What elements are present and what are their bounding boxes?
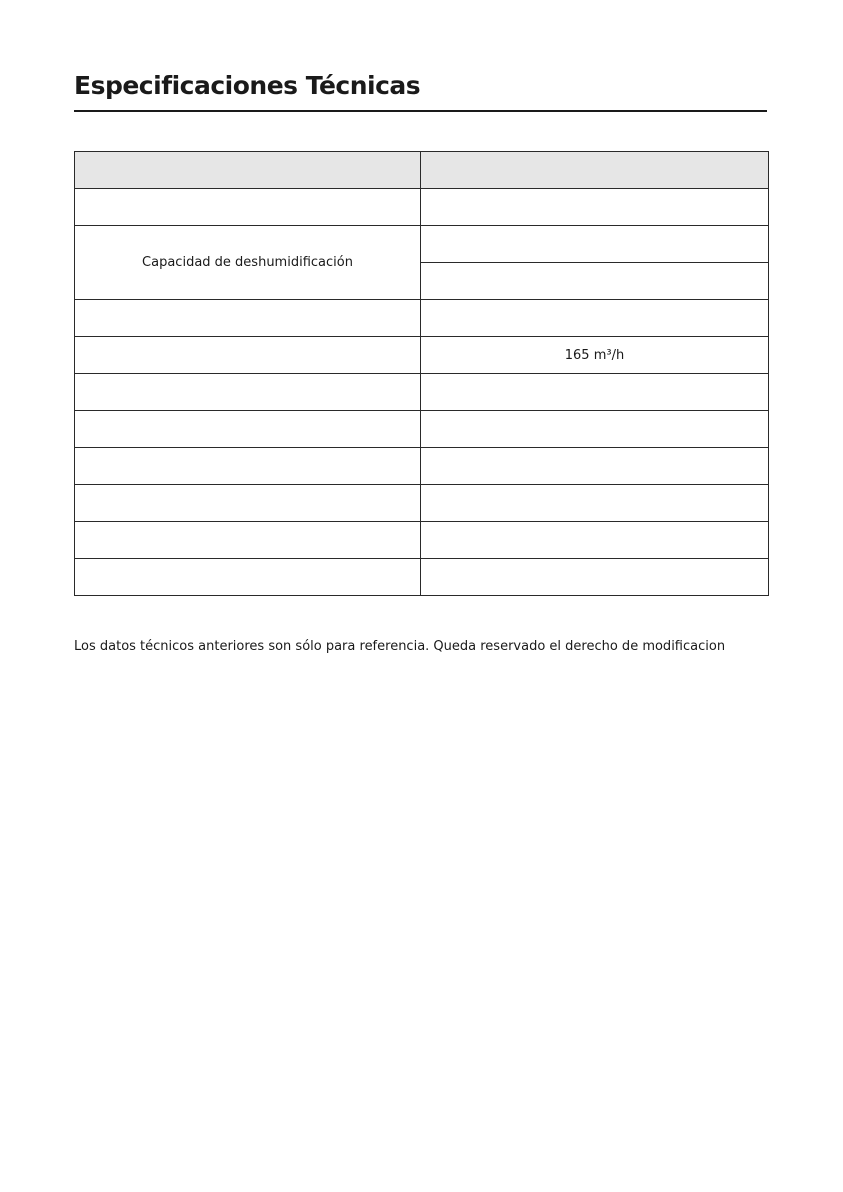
param-cell (75, 559, 421, 596)
header-cell-parameter (75, 152, 421, 189)
param-cell (75, 300, 421, 337)
table-row (75, 226, 769, 263)
footnote-text: Los datos técnicos anteriores son sólo para referencia. Queda reservado el derecho de modificacion (74, 639, 726, 654)
page-title: Especificaciones Técnicas (74, 71, 421, 100)
value-cell (421, 559, 769, 596)
param-cell (75, 337, 421, 374)
param-cell-dehumidification: Capacidad de deshumidificación (75, 226, 421, 300)
table-row (75, 189, 769, 226)
table-row (75, 485, 769, 522)
value-cell (421, 189, 769, 226)
table-row (75, 300, 769, 337)
table-row (75, 411, 769, 448)
param-cell (75, 374, 421, 411)
value-cell (421, 485, 769, 522)
param-cell (75, 189, 421, 226)
table-row (75, 337, 769, 374)
param-cell (75, 522, 421, 559)
value-cell (421, 300, 769, 337)
spec-table (74, 151, 769, 596)
value-cell (421, 411, 769, 448)
value-cell (421, 263, 769, 300)
value-cell (421, 226, 769, 263)
header-cell-value (421, 152, 769, 189)
title-divider (74, 110, 767, 112)
param-cell (75, 448, 421, 485)
table-header-row (75, 152, 769, 189)
table-row (75, 522, 769, 559)
value-cell-airflow: 165 m³/h (421, 337, 769, 374)
table-row (75, 559, 769, 596)
table-row (75, 374, 769, 411)
value-cell (421, 522, 769, 559)
param-cell (75, 411, 421, 448)
value-cell (421, 448, 769, 485)
value-cell (421, 374, 769, 411)
table-row (75, 448, 769, 485)
param-cell (75, 485, 421, 522)
